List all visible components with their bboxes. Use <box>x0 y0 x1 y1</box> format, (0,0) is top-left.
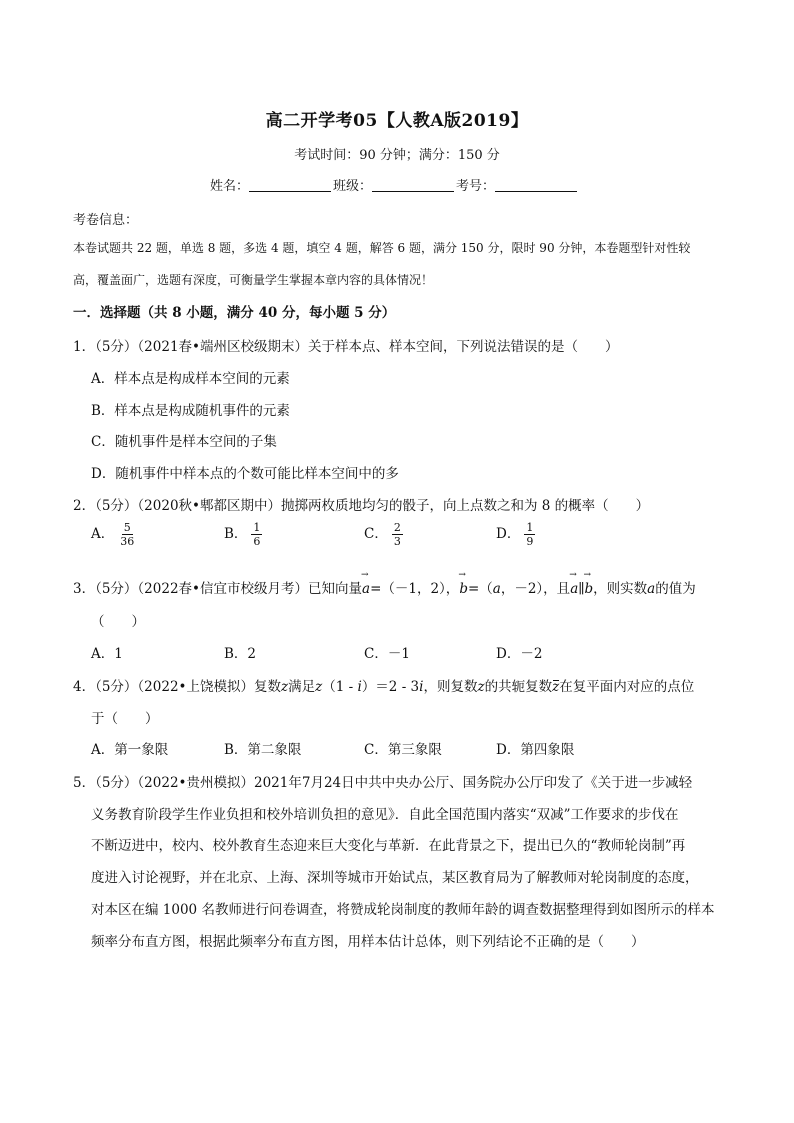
question-5-line-6: 频率分布直方图，根据此频率分布直方图，用样本估计总体，则下列结论不正确的是（ ） <box>91 934 645 950</box>
question-4-option-a: A．第一象限 <box>91 742 169 758</box>
question-1-option-d: D．随机事件中样本点的个数可能比样本空间中的多 <box>91 466 399 482</box>
question-4-option-c: C．第三象限 <box>364 742 442 758</box>
question-4-option-d: D．第四象限 <box>496 742 575 758</box>
question-3-stem: 3．（5分）（2022春•信宜市校级月考）已知向量→ a=（－1，2），→ b=（a，－2），且→ a∥→ b，则实数a的值为 <box>73 577 696 597</box>
question-4-stem: 4．（5分）（2022•上饶模拟）复数z满足z（1 - i）＝2 - 3i，则复数z的共轭复数z在复平面内对应的点位 <box>73 679 695 695</box>
question-5-line-5: 对本区在编 1000 名教师进行问卷调查，将赞成轮岗制度的教师年龄的调查数据整理得到如图所示的样本 <box>91 902 715 918</box>
question-1-stem: 1．（5分）（2021春•端州区校级期末）关于样本点、样本空间，下列说法错误的是（ ） <box>73 339 619 355</box>
question-3-option-d: D．－2 <box>496 646 543 662</box>
fraction: $\frac{1}{6}$ <box>253 521 261 548</box>
question-5-line-4: 度进入讨论视野，并在北京、上海、深圳等城市开始试点，某区教育局为了解教师对轮岗制度的态度， <box>91 870 699 886</box>
question-2-stem: 2．（5分）（2020秋•郫都区期中）抛掷两枚质地均匀的骰子，向上点数之和为 8 的概率（ ） <box>73 498 650 514</box>
question-1-option-a: A．样本点是构成样本空间的元素 <box>91 371 290 387</box>
info-heading: 考卷信息： <box>73 213 139 228</box>
number-label: 考号： <box>456 179 496 194</box>
name-blank[interactable] <box>249 179 331 192</box>
student-fields <box>210 175 579 194</box>
section-1-title: 一．选择题（共 8 小题，满分 40 分，每小题 5 分） <box>73 305 396 321</box>
question-5-line-2: 义务教育阶段学生作业负担和校外培训负担的意见》．自此全国范围内落实“双减”工作要求的步伐在 <box>91 807 679 823</box>
fraction: $\frac{1}{9}$ <box>526 521 534 548</box>
question-3-option-c: C．－1 <box>364 646 410 662</box>
exam-title: 高二开学考05【人教A版2019】 <box>265 111 529 131</box>
class-blank[interactable] <box>372 179 454 192</box>
question-4-option-b: B．第二象限 <box>224 742 302 758</box>
fraction: $\frac{5}{36}$ <box>120 521 135 548</box>
vector-b: → b <box>459 581 468 597</box>
question-3-paren: （ ） <box>91 614 145 630</box>
name-label: 姓名： <box>210 179 250 194</box>
question-4-line-2: 于（ ） <box>91 711 159 727</box>
question-2-option-b: B． $\frac{1}{6}$ <box>224 521 261 548</box>
class-label: 班级： <box>333 179 373 194</box>
exam-subtitle: 考试时间：90 分钟；满分：150 分 <box>294 148 500 163</box>
question-2-option-d: D． $\frac{1}{9}$ <box>496 521 534 548</box>
question-5-line-1: 5．（5分）（2022•贵州模拟）2021年7月24日中共中央办公厅、国务院办公厅印发了《关于进一步减轻 <box>73 775 693 791</box>
question-2-option-a: A． $\frac{5}{36}$ <box>91 521 135 548</box>
question-3-option-a: A．1 <box>91 646 123 662</box>
number-blank[interactable] <box>495 179 577 192</box>
question-1-option-c: C．随机事件是样本空间的子集 <box>91 434 277 450</box>
conjugate-z: z <box>552 679 560 695</box>
question-1-option-b: B．样本点是构成随机事件的元素 <box>91 403 290 419</box>
info-line-2: 高，覆盖面广，选题有深度，可衡量学生掌握本章内容的具体情况！ <box>73 273 434 287</box>
question-3-option-b: B．2 <box>224 646 257 662</box>
vector-a: → a <box>362 581 370 597</box>
question-2-option-c: C． $\frac{2}{3}$ <box>364 521 401 548</box>
fraction: $\frac{2}{3}$ <box>393 521 401 548</box>
question-5-line-3: 不断迈进中，校内、校外教育生态迎来巨大变化与革新．在此背景之下，提出已久的“教师轮岗制”再 <box>91 838 686 854</box>
info-line-1: 本卷试题共 22 题，单选 8 题，多选 4 题，填空 4 题，解答 6 题，满分 150 分，限时 90 分钟，本卷题型针对性较 <box>73 241 691 255</box>
